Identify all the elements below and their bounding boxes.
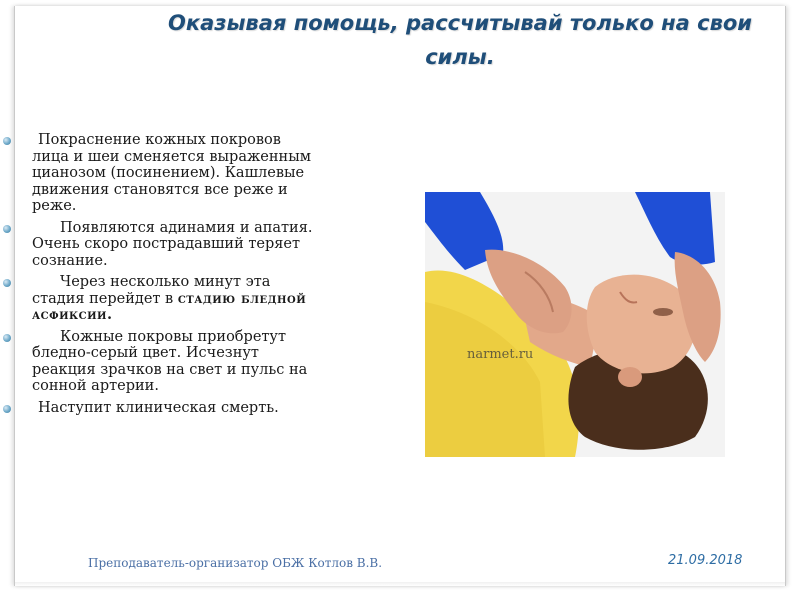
bullet-item — [0, 274, 330, 324]
slide-title: Оказывая помощь, рассчитывай только на свои силы. — [167, 11, 753, 69]
bullet-item — [0, 400, 330, 417]
bullet-item — [0, 220, 330, 270]
frame-shadow — [15, 582, 785, 586]
bullet-item — [0, 132, 330, 215]
first-aid-illustration — [425, 192, 725, 457]
bullet-text: Покраснение кожных покровов лица и шеи сменяется выраженным цианозом (посинением). Кашлевые движения становятся все реже и реже. — [32, 132, 312, 214]
victim-ear — [618, 367, 642, 387]
footer-date: 21.09.2018 — [668, 553, 743, 568]
bullet-item — [0, 329, 330, 395]
bullet-dot-icon — [3, 137, 11, 145]
bullet-emphasis: стадию бледной асфиксии. — [32, 289, 307, 323]
photo-watermark: narmet.ru — [467, 347, 534, 362]
bullet-dot-icon — [3, 405, 11, 413]
bullet-text: Появляются адинамия и апатия. Очень скоро пострадавший теряет сознание. — [32, 219, 313, 269]
bullet-dot-icon — [3, 334, 11, 342]
footer-author: Преподаватель-организатор ОБЖ Котлов В.В. — [88, 556, 383, 570]
bullet-list — [0, 132, 330, 421]
bullet-text: Через несколько минут эта стадия перейдет в — [32, 274, 271, 307]
bullet-dot-icon — [3, 225, 11, 233]
bullet-text: Кожные покровы приобретут бледно-серый цвет. Исчезнут реакция зрачков на свет и пульс на сонной артерии. — [32, 328, 308, 394]
victim-eye — [653, 308, 673, 316]
bullet-text: Наступит клиническая смерть. — [38, 399, 279, 416]
bullet-dot-icon — [3, 279, 11, 287]
first-aid-photo — [425, 192, 725, 457]
